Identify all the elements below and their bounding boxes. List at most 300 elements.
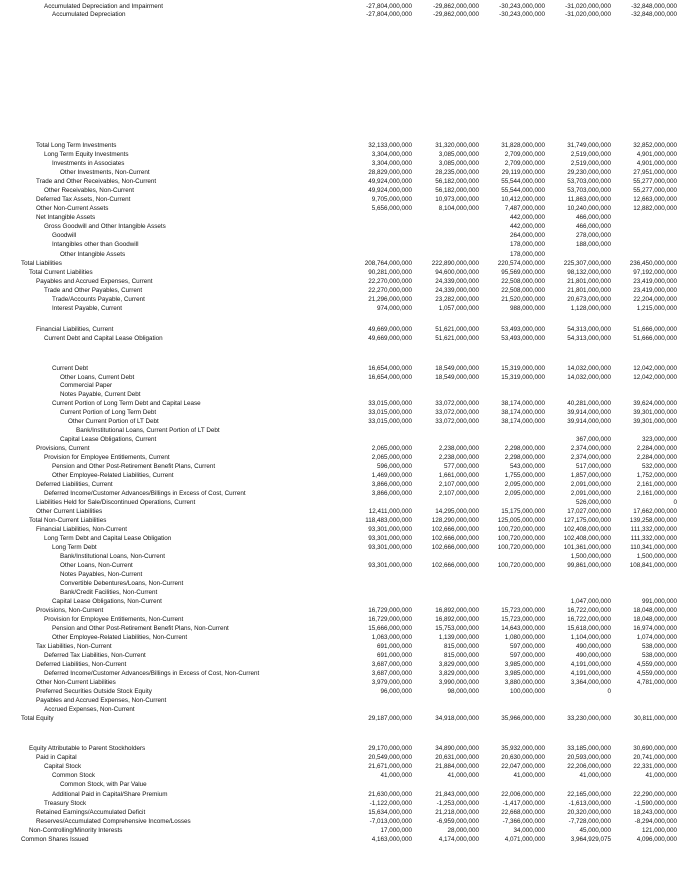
row-value: 15,723,000,000	[501, 607, 545, 614]
row-label: Retained Earnings/Accumulated Deficit	[36, 809, 146, 816]
table-row	[0, 260, 690, 268]
row-label: Common Shares Issued	[21, 836, 89, 843]
row-label: Bank/Institutional Loans, Current Portion of LT Debt	[76, 427, 220, 434]
row-value: 21,801,000,000	[567, 287, 611, 294]
row-value: 1,469,000,000	[371, 472, 412, 479]
table-row	[0, 836, 690, 844]
row-value: 41,000,000	[447, 772, 479, 779]
row-value: 20,593,000,000	[567, 754, 611, 761]
row-value: 20,549,000,000	[368, 754, 412, 761]
table-row	[0, 490, 690, 498]
table-row	[0, 335, 690, 343]
row-value: 31,828,000,000	[501, 142, 545, 149]
row-value: 53,493,000,000	[501, 326, 545, 333]
row-value: 100,720,000,000	[497, 562, 545, 569]
row-value: 93,301,000,000	[368, 535, 412, 542]
row-value: 35,932,000,000	[501, 745, 545, 752]
row-label: Provision for Employee Entitlements, Current	[44, 454, 170, 461]
table-row	[0, 661, 690, 669]
row-value: 2,284,000,000	[636, 445, 677, 452]
table-row	[0, 800, 690, 808]
row-value: 2,107,000,000	[438, 490, 479, 497]
row-value: 100,720,000,000	[497, 526, 545, 533]
row-value: 94,600,000,000	[435, 269, 479, 276]
row-value: 108,841,000,000	[629, 562, 677, 569]
row-value: 3,880,000,000	[504, 679, 545, 686]
row-label: Other Employee-Related Liabilities, Non-Current	[52, 634, 188, 641]
row-value: 3,964,929,075	[570, 836, 611, 843]
table-row	[0, 187, 690, 195]
row-value: 1,215,000,000	[636, 305, 677, 312]
row-value: 3,985,000,000	[504, 670, 545, 677]
row-value: -7,728,000,000	[568, 818, 611, 825]
row-value: 12,042,000,000	[633, 365, 677, 372]
row-value: 1,047,000,000	[570, 598, 611, 605]
row-label: Capital Lease Obligations, Current	[60, 436, 157, 443]
row-value: 18,048,000,000	[633, 616, 677, 623]
row-value: 1,104,000,000	[570, 634, 611, 641]
row-value: 111,332,000,000	[630, 535, 677, 542]
row-value: 54,313,000,000	[567, 326, 611, 333]
row-value: 517,000,000	[575, 463, 611, 470]
row-label: Equity Attributable to Parent Stockholders	[29, 745, 146, 752]
row-value: 111,332,000,000	[630, 526, 677, 533]
row-value: 41,000,000	[513, 772, 545, 779]
row-label: Long Term Debt and Capital Lease Obligation	[44, 535, 172, 542]
row-value: 102,666,000,000	[431, 562, 479, 569]
table-row	[0, 809, 690, 817]
row-value: 12,882,000,000	[633, 205, 677, 212]
row-value: 2,374,000,000	[570, 445, 611, 452]
table-row	[0, 374, 690, 382]
row-value: 222,890,000,000	[431, 260, 479, 267]
row-label: Current Portion of Long Term Debt	[60, 409, 157, 416]
row-value: 33,072,000,000	[435, 400, 479, 407]
row-value: 15,618,000,000	[567, 625, 611, 632]
table-row	[0, 544, 690, 552]
row-value: 988,000,000	[509, 305, 545, 312]
row-value: 3,687,000,000	[371, 661, 412, 668]
table-row	[0, 418, 690, 426]
row-value: 20,631,000,000	[435, 754, 479, 761]
row-value: 3,085,000,000	[438, 160, 479, 167]
row-value: 28,829,000,000	[368, 169, 412, 176]
row-value: 538,000,000	[641, 652, 677, 659]
row-value: 20,741,000,000	[633, 754, 677, 761]
row-value: 0	[673, 499, 677, 506]
row-value: -31,020,000,000	[565, 3, 611, 10]
row-value: 1,139,000,000	[438, 634, 479, 641]
table-row	[0, 580, 690, 588]
row-value: -30,243,000,000	[499, 11, 545, 18]
row-value: 23,282,000,000	[435, 296, 479, 303]
row-value: -29,862,000,000	[433, 11, 479, 18]
row-value: 7,487,000,000	[504, 205, 545, 212]
row-value: 29,187,000,000	[368, 715, 412, 722]
row-value: 15,723,000,000	[501, 616, 545, 623]
row-value: 1,755,000,000	[504, 472, 545, 479]
row-value: 2,374,000,000	[570, 454, 611, 461]
table-row	[0, 772, 690, 780]
row-label: Total Non-Current Liabilities	[29, 517, 107, 524]
row-label: Payables and Accrued Expenses, Current	[36, 278, 153, 285]
row-value: 28,235,000,000	[435, 169, 479, 176]
row-value: 3,304,000,000	[371, 151, 412, 158]
row-value: 12,411,000,000	[368, 508, 412, 515]
table-row	[0, 754, 690, 762]
row-value: 20,320,000,000	[567, 809, 611, 816]
row-value: 2,065,000,000	[371, 445, 412, 452]
row-value: 3,985,000,000	[504, 661, 545, 668]
row-value: 98,000,000	[447, 688, 479, 695]
table-row	[0, 391, 690, 399]
table-row	[0, 670, 690, 678]
row-value: 54,313,000,000	[567, 335, 611, 342]
row-value: 41,000,000	[579, 772, 611, 779]
row-label: Treasury Stock	[44, 800, 87, 807]
row-value: 22,290,000,000	[633, 791, 677, 798]
row-value: 56,182,000,000	[435, 187, 479, 194]
row-value: 21,884,000,000	[435, 763, 479, 770]
row-value: 10,973,000,000	[435, 196, 479, 203]
table-row	[0, 427, 690, 435]
table-row	[0, 697, 690, 705]
row-value: 526,000,000	[575, 499, 611, 506]
row-value: 99,861,000,000	[567, 562, 611, 569]
row-label: Total Equity	[21, 715, 54, 722]
row-value: 15,175,000,000	[501, 508, 545, 515]
row-value: 466,000,000	[575, 223, 611, 230]
table-row	[0, 598, 690, 606]
row-value: 102,666,000,000	[431, 535, 479, 542]
table-row	[0, 634, 690, 642]
row-value: 90,281,000,000	[368, 269, 412, 276]
row-value: 23,419,000,000	[633, 278, 677, 285]
table-row	[0, 278, 690, 286]
row-value: 17,000,000	[380, 827, 412, 834]
row-value: 22,204,000,000	[633, 296, 677, 303]
row-value: 815,000,000	[443, 652, 479, 659]
row-value: 33,185,000,000	[567, 745, 611, 752]
table-row	[0, 400, 690, 408]
row-value: 39,914,000,000	[567, 418, 611, 425]
row-label: Liabilities Held for Sale/Discontinued Operations, Current	[36, 499, 196, 506]
row-value: 18,549,000,000	[435, 365, 479, 372]
table-row	[0, 679, 690, 687]
row-value: 278,000,000	[575, 232, 611, 239]
row-value: 22,047,000,000	[501, 763, 545, 770]
row-label: Deferred Income/Customer Advances/Billings in Excess of Cost, Non-Current	[44, 670, 260, 677]
row-value: 17,027,000,000	[567, 508, 611, 515]
row-value: 14,643,000,000	[501, 625, 545, 632]
row-value: 178,000,000	[509, 241, 545, 248]
row-value: 22,331,000,000	[633, 763, 677, 770]
row-value: 2,095,000,000	[504, 490, 545, 497]
row-value: 5,656,000,000	[371, 205, 412, 212]
row-value: 22,508,000,000	[501, 287, 545, 294]
row-value: -1,590,000,000	[634, 800, 677, 807]
row-value: -32,848,000,000	[631, 11, 677, 18]
row-value: 51,666,000,000	[633, 335, 677, 342]
row-label: Trade and Other Payables, Current	[44, 287, 143, 294]
row-value: -32,848,000,000	[631, 3, 677, 10]
row-value: 56,182,000,000	[435, 178, 479, 185]
table-row	[0, 607, 690, 615]
row-value: 2,095,000,000	[504, 481, 545, 488]
row-value: 18,243,000,000	[633, 809, 677, 816]
row-value: 22,270,000,000	[368, 278, 412, 285]
table-row	[0, 223, 690, 231]
row-value: 490,000,000	[575, 652, 611, 659]
row-value: 38,174,000,000	[501, 409, 545, 416]
row-value: 1,500,000,000	[636, 553, 677, 560]
row-value: 10,412,000,000	[501, 196, 545, 203]
row-value: -31,020,000,000	[565, 11, 611, 18]
row-value: 20,630,000,000	[501, 754, 545, 761]
row-value: 3,829,000,000	[438, 670, 479, 677]
table-row	[0, 232, 690, 240]
row-value: 93,301,000,000	[368, 544, 412, 551]
table-row	[0, 589, 690, 597]
row-value: 974,000,000	[376, 305, 412, 312]
row-value: 18,549,000,000	[435, 374, 479, 381]
row-label: Other Receivables, Non-Current	[44, 187, 134, 194]
row-label: Notes Payable, Current Debt	[60, 391, 141, 398]
row-value: 101,361,000,000	[563, 544, 611, 551]
row-value: 33,230,000,000	[567, 715, 611, 722]
row-value: 21,630,000,000	[368, 791, 412, 798]
row-value: 93,301,000,000	[368, 526, 412, 533]
row-value: 2,519,000,000	[570, 160, 611, 167]
row-value: 22,006,000,000	[501, 791, 545, 798]
table-row	[0, 269, 690, 277]
row-value: 39,301,000,000	[633, 418, 677, 425]
row-value: 2,091,000,000	[570, 481, 611, 488]
row-label: Payables and Accrued Expenses, Non-Current	[36, 697, 167, 704]
row-label: Financial Liabilities, Non-Current	[36, 526, 127, 533]
row-value: -1,417,000,000	[502, 800, 545, 807]
row-value: -7,366,000,000	[502, 818, 545, 825]
table-row	[0, 142, 690, 150]
row-value: 543,000,000	[509, 463, 545, 470]
row-value: 466,000,000	[575, 214, 611, 221]
table-row	[0, 818, 690, 826]
row-value: 220,574,000,000	[497, 260, 545, 267]
table-row	[0, 305, 690, 313]
row-value: 4,191,000,000	[570, 661, 611, 668]
row-value: 29,170,000,000	[368, 745, 412, 752]
row-value: 20,673,000,000	[567, 296, 611, 303]
row-label: Preferred Securities Outside Stock Equity	[36, 688, 152, 695]
row-value: 3,085,000,000	[438, 151, 479, 158]
row-value: 597,000,000	[509, 652, 545, 659]
row-value: 55,544,000,000	[501, 178, 545, 185]
row-label: Common Stock, with Par Value	[60, 781, 147, 788]
row-label: Investments in Associates	[52, 160, 125, 167]
row-value: 16,974,000,000	[633, 625, 677, 632]
row-label: Other Current Portion of LT Debt	[68, 418, 159, 425]
row-value: 55,277,000,000	[633, 178, 677, 185]
table-row	[0, 214, 690, 222]
row-value: 49,669,000,000	[368, 335, 412, 342]
row-value: 1,128,000,000	[570, 305, 611, 312]
table-row	[0, 688, 690, 696]
row-value: 3,979,000,000	[371, 679, 412, 686]
row-value: 38,174,000,000	[501, 400, 545, 407]
row-value: 4,901,000,000	[636, 160, 677, 167]
row-value: 30,690,000,000	[633, 745, 677, 752]
row-label: Non-Controlling/Minority Interests	[29, 827, 123, 834]
row-label: Capital Stock	[44, 763, 82, 770]
row-label: Goodwill	[52, 232, 77, 239]
row-value: 21,296,000,000	[368, 296, 412, 303]
row-value: -30,243,000,000	[499, 3, 545, 10]
row-value: 34,000,000	[513, 827, 545, 834]
row-value: 815,000,000	[443, 643, 479, 650]
row-value: 188,000,000	[575, 241, 611, 248]
row-value: 2,161,000,000	[636, 481, 677, 488]
table-row	[0, 178, 690, 186]
row-value: 22,668,000,000	[501, 809, 545, 816]
table-row	[0, 763, 690, 771]
row-label: Other Loans, Non-Current	[60, 562, 133, 569]
row-value: 225,307,000,000	[563, 260, 611, 267]
row-label: Deferred Liabilities, Current	[36, 481, 113, 488]
row-value: 4,071,000,000	[504, 836, 545, 843]
row-value: 12,042,000,000	[633, 374, 677, 381]
row-value: 55,277,000,000	[633, 187, 677, 194]
table-row	[0, 526, 690, 534]
row-value: 264,000,000	[509, 232, 545, 239]
row-value: -7,013,000,000	[369, 818, 412, 825]
row-value: 29,230,000,000	[567, 169, 611, 176]
table-row	[0, 472, 690, 480]
row-value: 4,163,000,000	[371, 836, 412, 843]
row-value: 691,000,000	[376, 652, 412, 659]
row-label: Total Long Term Investments	[36, 142, 117, 149]
row-value: 577,000,000	[443, 463, 479, 470]
row-value: 16,729,000,000	[368, 616, 412, 623]
row-label: Other Investments, Non-Current	[60, 169, 150, 176]
row-value: 31,320,000,000	[435, 142, 479, 149]
table-row	[0, 517, 690, 525]
row-value: 4,901,000,000	[636, 151, 677, 158]
table-row	[0, 706, 690, 714]
row-value: 16,654,000,000	[368, 374, 412, 381]
row-value: 596,000,000	[376, 463, 412, 470]
row-label: Bank/Institutional Loans, Non-Current	[60, 553, 166, 560]
row-value: 2,709,000,000	[504, 151, 545, 158]
row-value: 33,072,000,000	[435, 409, 479, 416]
row-value: 323,000,000	[641, 436, 677, 443]
row-value: 691,000,000	[376, 643, 412, 650]
table-row	[0, 625, 690, 633]
row-value: 442,000,000	[509, 223, 545, 230]
row-value: 21,218,000,000	[435, 809, 479, 816]
row-value: 49,924,000,000	[368, 178, 412, 185]
row-value: 23,419,000,000	[633, 287, 677, 294]
row-value: 125,005,000,000	[497, 517, 545, 524]
row-label: Interest Payable, Current	[52, 305, 123, 312]
row-value: 16,722,000,000	[567, 607, 611, 614]
row-value: 16,729,000,000	[368, 607, 412, 614]
table-row	[0, 481, 690, 489]
row-value: 4,559,000,000	[636, 670, 677, 677]
row-label: Capital Lease Obligations, Non-Current	[52, 598, 162, 605]
row-value: 10,240,000,000	[567, 205, 611, 212]
row-value: 21,843,000,000	[435, 791, 479, 798]
row-value: 118,483,000,000	[365, 517, 412, 524]
row-value: 39,301,000,000	[633, 409, 677, 416]
row-label: Pension and Other Post-Retirement Benefit Plans, Non-Current	[52, 625, 229, 632]
row-value: 49,669,000,000	[368, 326, 412, 333]
row-value: 2,298,000,000	[504, 454, 545, 461]
table-row	[0, 205, 690, 213]
row-value: 33,015,000,000	[368, 400, 412, 407]
row-value: 2,298,000,000	[504, 445, 545, 452]
table-row	[0, 241, 690, 249]
row-label: Total Liabilities	[21, 260, 62, 267]
row-value: 98,132,000,000	[567, 269, 611, 276]
row-value: 110,341,000,000	[630, 544, 677, 551]
row-label: Financial Liabilities, Current	[36, 326, 114, 333]
row-value: 16,654,000,000	[368, 365, 412, 372]
row-value: 93,301,000,000	[368, 562, 412, 569]
row-label: Long Term Equity Investments	[44, 151, 129, 158]
row-value: 21,801,000,000	[567, 278, 611, 285]
row-value: 2,107,000,000	[438, 481, 479, 488]
table-row	[0, 781, 690, 789]
row-value: 102,666,000,000	[431, 526, 479, 533]
row-label: Gross Goodwill and Other Intangible Assets	[44, 223, 166, 230]
table-row	[0, 11, 690, 19]
row-value: 100,720,000,000	[497, 544, 545, 551]
row-label: Long Term Debt	[52, 544, 97, 551]
row-label: Deferred Liabilities, Non-Current	[36, 661, 127, 668]
row-value: 32,852,000,000	[633, 142, 677, 149]
table-row	[0, 616, 690, 624]
row-value: 32,133,000,000	[368, 142, 412, 149]
row-value: 53,703,000,000	[567, 187, 611, 194]
row-value: 236,450,000,000	[629, 260, 677, 267]
row-label: Bank/Credit Facilities, Non-Current	[60, 589, 158, 596]
row-value: 35,966,000,000	[501, 715, 545, 722]
row-value: 2,091,000,000	[570, 490, 611, 497]
row-value: 16,722,000,000	[567, 616, 611, 623]
row-value: 2,284,000,000	[636, 454, 677, 461]
row-value: 40,281,000,000	[567, 400, 611, 407]
table-row	[0, 196, 690, 204]
row-label: Pension and Other Post-Retirement Benefit Plans, Current	[52, 463, 216, 470]
row-value: 15,319,000,000	[501, 374, 545, 381]
row-value: 31,749,000,000	[567, 142, 611, 149]
row-value: 55,544,000,000	[501, 187, 545, 194]
row-label: Common Stock	[52, 772, 96, 779]
row-value: 1,857,000,000	[570, 472, 611, 479]
row-label: Other Loans, Current Debt	[60, 374, 135, 381]
table-row	[0, 296, 690, 304]
row-value: 41,000,000	[645, 772, 677, 779]
row-value: 2,238,000,000	[438, 445, 479, 452]
row-label: Accrued Expenses, Non-Current	[44, 706, 135, 713]
row-value: 3,687,000,000	[371, 670, 412, 677]
row-value: 128,290,000,000	[431, 517, 479, 524]
row-value: 53,703,000,000	[567, 178, 611, 185]
row-value: 21,671,000,000	[368, 763, 412, 770]
row-value: 4,174,000,000	[438, 836, 479, 843]
row-label: Other Non-Current Assets	[36, 205, 109, 212]
row-value: 597,000,000	[509, 643, 545, 650]
